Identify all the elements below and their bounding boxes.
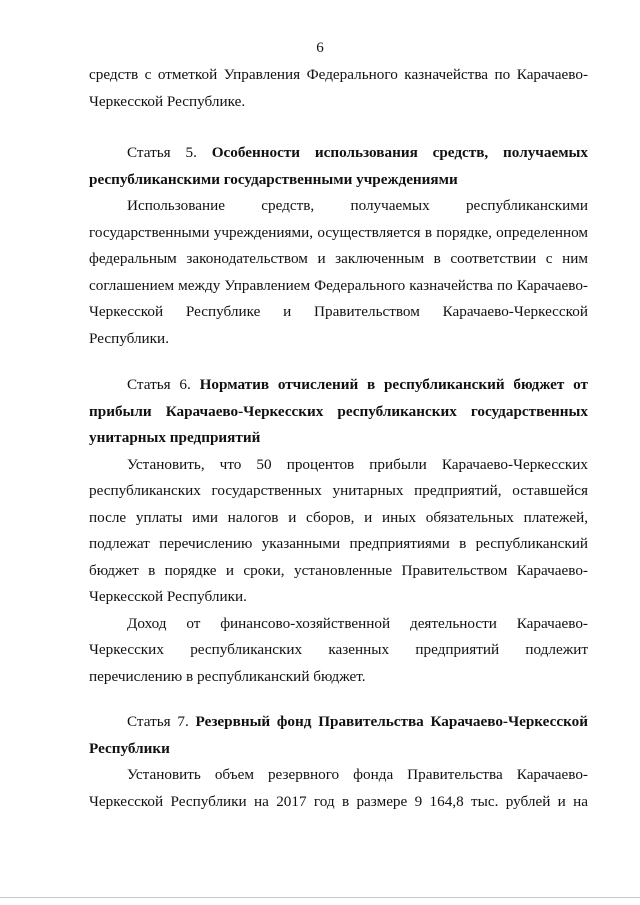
article-title: прибыли Карачаево-Черкесских республиканских государственных (89, 402, 588, 420)
text-line (89, 299, 588, 326)
text-line (89, 558, 588, 585)
heading-line (89, 399, 588, 426)
text-line (89, 789, 588, 816)
body-text: Доход от финансово-хозяйственной деятельности Карачаево- (127, 614, 588, 632)
text-line (89, 193, 588, 220)
body-text: перечислению в республиканский бюджет. (89, 667, 366, 685)
article-title: Норматив отчислений в республиканский бюджет от (199, 376, 588, 393)
paragraph-continuation (89, 62, 588, 115)
heading-line (89, 736, 588, 763)
article-number: Статья 7. (127, 713, 196, 730)
text-line (89, 611, 588, 638)
text-line (89, 584, 588, 611)
heading-line (89, 425, 588, 452)
body-text: Республики. (89, 329, 169, 347)
body-text: республиканских государственных унитарных предприятий, оставшейся (89, 482, 588, 499)
text-line (89, 664, 588, 691)
body-text: Установить, что 50 процентов прибыли Карачаево-Черкесских (127, 455, 588, 473)
body-text: Черкесских республиканских казенных предприятий подлежит (89, 641, 588, 658)
body-text: Черкесской Республики на 2017 год в размере 9 164,8 тыс. рублей и на (89, 792, 588, 810)
heading-line (89, 372, 588, 399)
text-line (89, 505, 588, 532)
body-text: соглашением между Управлением Федерального казначейства по Карачаево- (89, 276, 588, 294)
heading-line (89, 709, 588, 736)
body-text: федеральным законодательством и заключенным в соответствии с ним (89, 250, 588, 267)
article-5 (89, 140, 588, 352)
page-number: 6 (316, 40, 324, 56)
body-text: Установить объем резервного фонда Правительства Карачаево- (127, 766, 588, 783)
body-text: после уплаты ими налогов и сборов, и иных обязательных платежей, (89, 508, 588, 526)
article-title: Резервный фонд Правительства Карачаево-Черкесской (195, 713, 588, 730)
body-text: бюджет в порядке и сроки, установленные Правительством Карачаево- (89, 561, 588, 579)
text-line (89, 478, 588, 505)
text-line (89, 452, 588, 479)
article-title: унитарных предприятий (89, 429, 261, 446)
body-text: Черкесской Республики. (89, 588, 247, 605)
body-text: средств с отметкой Управления Федерального казначейства по Карачаево- (89, 66, 588, 83)
text-line (89, 246, 588, 273)
heading-line (89, 167, 588, 194)
article-6 (89, 372, 588, 690)
text-line (89, 531, 588, 558)
article-7 (89, 709, 588, 815)
text-line (89, 762, 588, 789)
body-text: подлежат перечислению указанными предприятиями в республиканский (89, 535, 588, 552)
article-number: Статья 5. (127, 144, 212, 161)
text-line (89, 89, 588, 116)
body-text: Черкесской Республике и Правительством Карачаево-Черкесской (89, 303, 588, 320)
article-title: Республики (89, 739, 170, 757)
scan-edge-line (0, 897, 640, 899)
text-line (89, 220, 588, 247)
text-line (89, 326, 588, 353)
text-line (89, 637, 588, 664)
article-number: Статья 6. (127, 376, 200, 393)
text-line (89, 62, 588, 89)
body-text: Черкесской Республике. (89, 92, 246, 110)
heading-line (89, 140, 588, 167)
body-text: Использование средств, получаемых республиканскими (127, 197, 588, 214)
text-line (89, 273, 588, 300)
body-text: государственными учреждениями, осуществляется в порядке, определенном (89, 223, 588, 241)
article-title: республиканскими государственными учреждениями (89, 170, 458, 188)
article-title: Особенности использования средств, получаемых (211, 144, 589, 161)
